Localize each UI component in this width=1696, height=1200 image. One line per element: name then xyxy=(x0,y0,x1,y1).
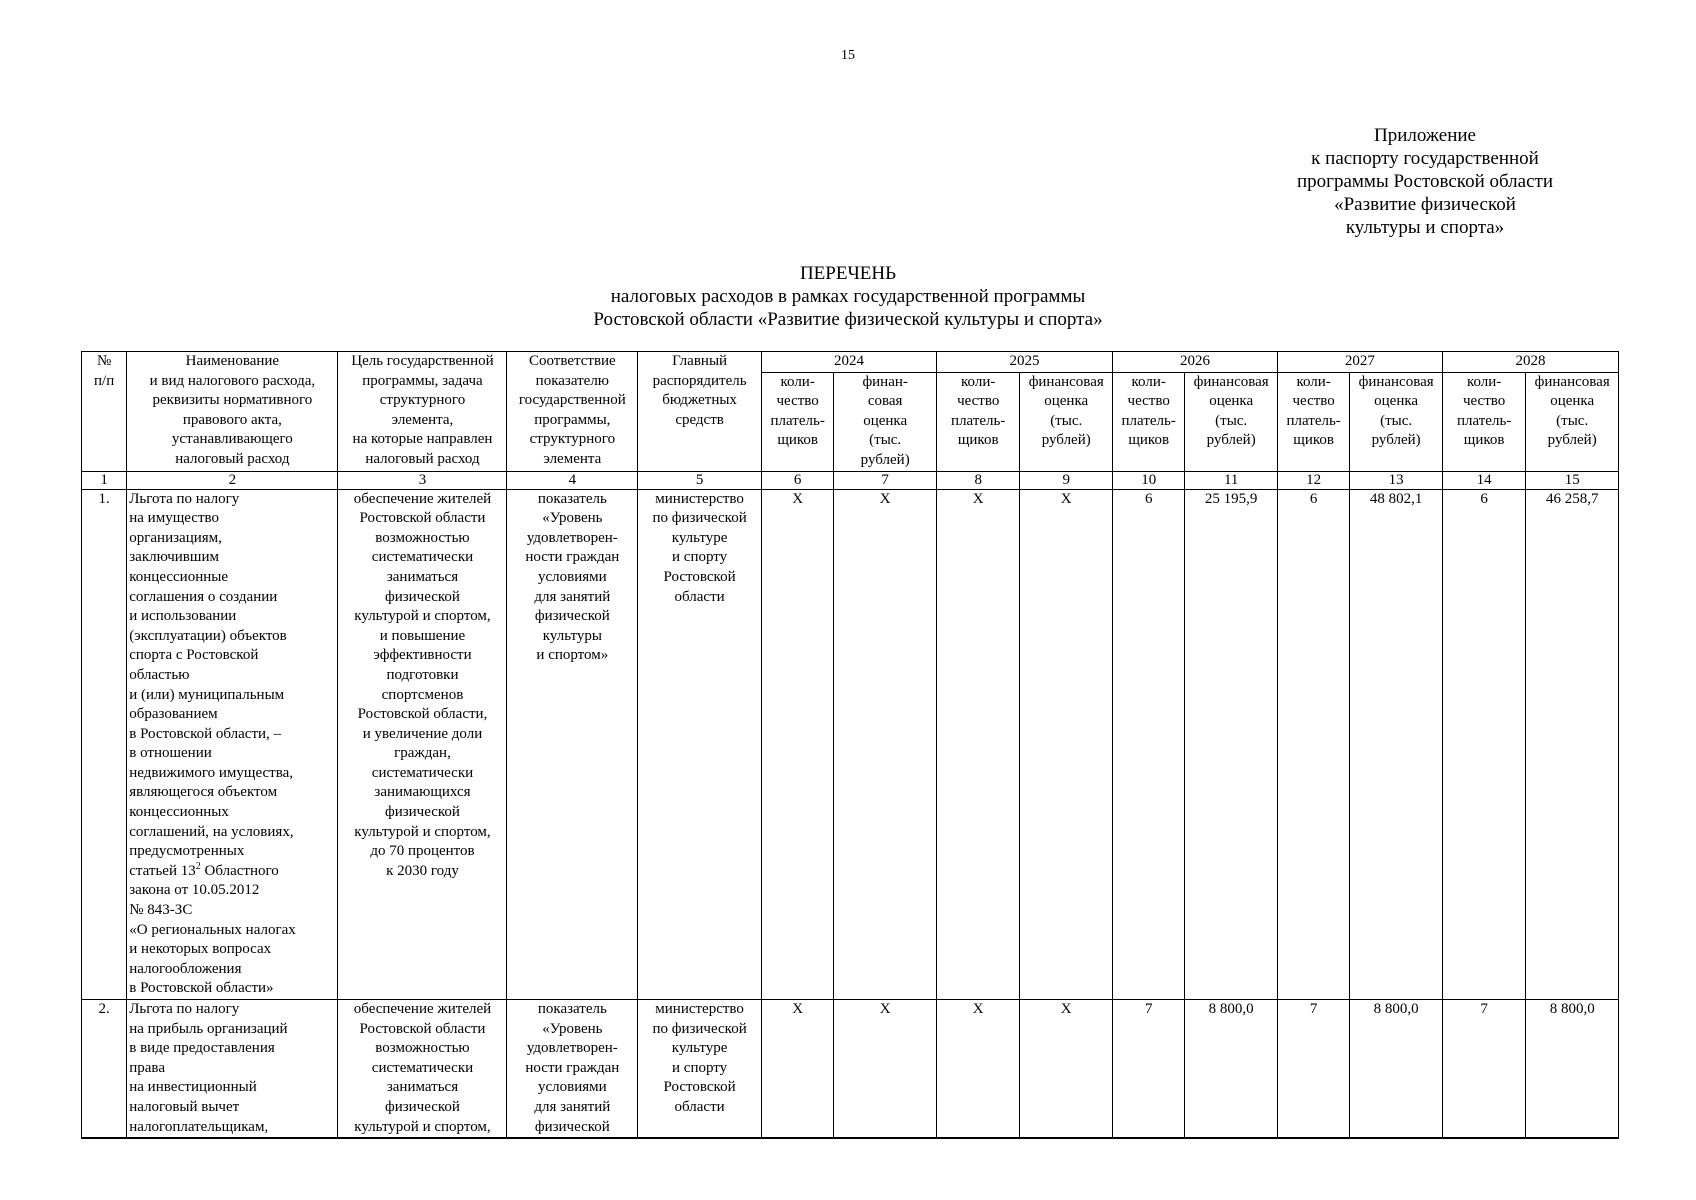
count-2025: X xyxy=(936,489,1019,999)
fin-2027: 48 802,1 xyxy=(1350,489,1443,999)
program-goal: обеспечение жителей Ростовской области возможностью систематически заниматься физической культурой и спортом, и повышение эффективности подготовки спортсменов Ростовской области, и увеличение доли граждан, систематически занимающихся физической культурой и спортом, до 70 процентов к 2030 году xyxy=(338,489,507,999)
fin-2024: X xyxy=(834,1000,937,1139)
column-number: 4 xyxy=(507,471,638,489)
program-goal: обеспечение жителей Ростовской области возможностью систематически заниматься физической культурой и спортом, xyxy=(338,1000,507,1139)
count-2028: 6 xyxy=(1442,489,1525,999)
header-year-2027: 2027 xyxy=(1277,352,1442,373)
column-number: 11 xyxy=(1185,471,1278,489)
appendix-line: к паспорту государственной xyxy=(1311,148,1539,169)
column-number: 8 xyxy=(936,471,1019,489)
count-2026: 7 xyxy=(1112,1000,1184,1139)
column-number: 15 xyxy=(1526,471,1619,489)
fin-2027: 8 800,0 xyxy=(1350,1000,1443,1139)
appendix-line: Приложение xyxy=(1374,125,1476,146)
count-2027: 7 xyxy=(1277,1000,1349,1139)
tax-expenditure-name-tail: Областного закона от 10.05.2012 № 843-ЗС «О региональных налогах и некоторых вопросах налогообложения в Ростовской области» xyxy=(129,862,296,997)
header-indicator: Соответствие показателю государственной программы, структурного элемента xyxy=(507,352,638,472)
header-goal: Цель государственной программы, задача структурного элемента, на которые направлен налоговый расход xyxy=(338,352,507,472)
title-subtitle-line: налоговых расходов в рамках государственной программы xyxy=(610,286,1086,307)
header-count-2028: коли- чество платель- щиков xyxy=(1442,372,1525,471)
tax-expenditure-name-text: Льгота по налогу на имущество организациям, заключившим концессионные соглашения о создании и использовании (эксплуатации) объектов спорта с Ростовской областью и (или) муниципальным образованием в Ростовской области, – в отношении недвижимого имущества, являющегося объектом концессионных соглашений, на условиях, предусмотренных статьей 13 xyxy=(129,490,294,879)
fin-2026: 8 800,0 xyxy=(1185,1000,1278,1139)
title-subtitle-line: Ростовской области «Развитие физической культуры и спорта» xyxy=(593,309,1103,330)
column-number: 9 xyxy=(1020,471,1113,489)
column-number: 14 xyxy=(1442,471,1525,489)
tax-expenditure-name: Льгота по налогу на прибыль организаций в виде предоставления права на инвестиционный налоговый вычет налогоплательщикам, xyxy=(127,1000,338,1139)
count-2028: 7 xyxy=(1442,1000,1525,1139)
header-manager: Главный распорядитель бюджетных средств xyxy=(638,352,762,472)
fin-2025: X xyxy=(1020,1000,1113,1139)
column-number: 7 xyxy=(834,471,937,489)
fin-2028: 46 258,7 xyxy=(1526,489,1619,999)
fin-2026: 25 195,9 xyxy=(1185,489,1278,999)
header-fin-2028: финансовая оценка (тыс. рублей) xyxy=(1526,372,1619,471)
header-year-2026: 2026 xyxy=(1112,352,1277,373)
header-fin-2024: финан- совая оценка (тыс. рублей) xyxy=(834,372,937,471)
header-fin-2025: финансовая оценка (тыс. рублей) xyxy=(1020,372,1113,471)
count-2026: 6 xyxy=(1112,489,1184,999)
header-fin-2027: финансовая оценка (тыс. рублей) xyxy=(1350,372,1443,471)
count-2024: X xyxy=(761,489,833,999)
column-number: 10 xyxy=(1112,471,1184,489)
title-heading: ПЕРЕЧЕНЬ xyxy=(799,263,897,284)
header-num: № п/п xyxy=(82,352,127,472)
column-number: 13 xyxy=(1350,471,1443,489)
column-number: 5 xyxy=(638,471,762,489)
header-count-2027: коли- чество платель- щиков xyxy=(1277,372,1349,471)
program-indicator: показатель «Уровень удовлетворен- ности граждан условиями для занятий физической xyxy=(507,1000,638,1139)
tax-expenditure-name xyxy=(127,489,338,999)
column-number: 3 xyxy=(338,471,507,489)
table-row xyxy=(82,489,1619,999)
header-name: Наименование и вид налогового расхода, реквизиты нормативного правового акта, устанавливающего налоговый расход xyxy=(127,352,338,472)
header-year-2028: 2028 xyxy=(1442,352,1618,373)
header-year-2025: 2025 xyxy=(936,352,1112,373)
fin-2025: X xyxy=(1020,489,1113,999)
appendix-line: программы Ростовской области xyxy=(1297,171,1553,192)
appendix-line: «Развитие физической xyxy=(1334,194,1516,215)
document-title xyxy=(0,262,1696,331)
header-count-2024: коли- чество платель- щиков xyxy=(761,372,833,471)
tax-expenditures-table xyxy=(81,351,1619,1139)
count-2027: 6 xyxy=(1277,489,1349,999)
article-superscript: 2 xyxy=(195,860,201,872)
budget-manager: министерство по физической культуре и спорту Ростовской области xyxy=(638,1000,762,1139)
column-number: 1 xyxy=(82,471,127,489)
fin-2024: X xyxy=(834,489,937,999)
program-indicator: показатель «Уровень удовлетворен- ности граждан условиями для занятий физической культуры и спортом» xyxy=(507,489,638,999)
fin-2028: 8 800,0 xyxy=(1526,1000,1619,1139)
column-number: 6 xyxy=(761,471,833,489)
header-count-2025: коли- чество платель- щиков xyxy=(936,372,1019,471)
column-number-row xyxy=(82,471,1619,489)
header-year-2024: 2024 xyxy=(761,352,936,373)
header-count-2026: коли- чество платель- щиков xyxy=(1112,372,1184,471)
appendix-line: культуры и спорта» xyxy=(1345,217,1505,238)
row-number: 2. xyxy=(82,1000,127,1139)
table-row xyxy=(82,1000,1619,1139)
header-fin-2026: финансовая оценка (тыс. рублей) xyxy=(1185,372,1278,471)
column-number: 2 xyxy=(127,471,338,489)
row-number: 1. xyxy=(82,489,127,999)
budget-manager: министерство по физической культуре и спорту Ростовской области xyxy=(638,489,762,999)
column-number: 12 xyxy=(1277,471,1349,489)
appendix-note xyxy=(1270,124,1580,239)
count-2024: X xyxy=(761,1000,833,1139)
page-number: 15 xyxy=(841,48,855,63)
count-2025: X xyxy=(936,1000,1019,1139)
